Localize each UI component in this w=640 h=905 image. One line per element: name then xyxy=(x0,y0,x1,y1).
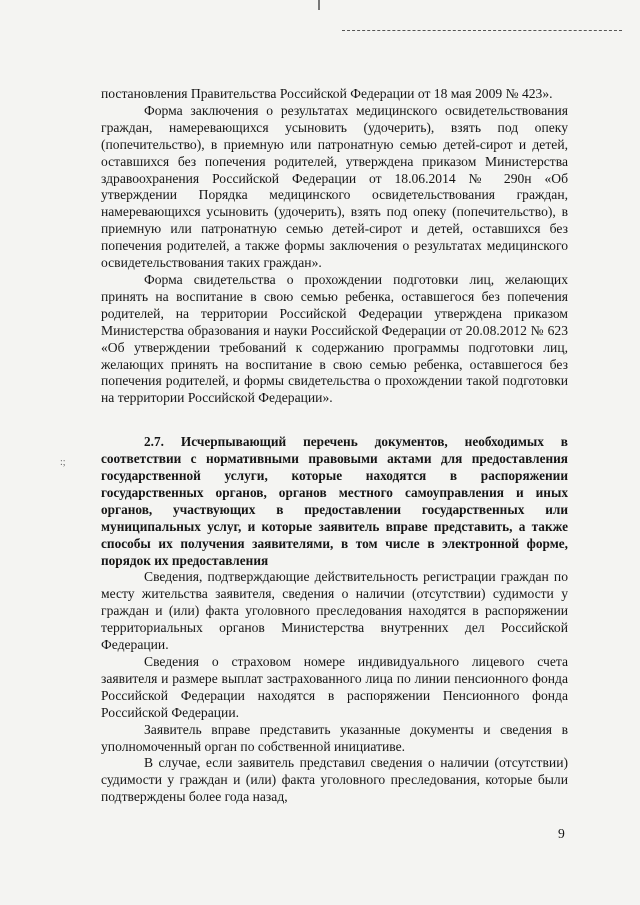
scan-mark-top xyxy=(318,0,320,10)
paragraph-registration-info: Сведения, подтверждающие действительность регистрации граждан по месту жительства заявителя, сведения о наличии (отсутствии) судимости у граждан и (или) факта уголовного преследования находятся в распоряжении территориальных органов Министерства внутренних дел Российской Федерации. xyxy=(101,569,568,653)
scan-side-mark: :; xyxy=(60,457,66,468)
paragraph-criminal-record: В случае, если заявитель представил сведения о наличии (отсутствии) судимости у граждан и (или) факта уголовного преследования, которые были подтверждены более года назад, xyxy=(101,755,568,805)
page-number: 9 xyxy=(558,826,565,841)
paragraph-medical-form: Форма заключения о результатах медицинского освидетельствования граждан, намеревающихся усыновить (удочерить), взять под опеку (попечительство), в приемную или патронатную семью детей-сирот и детей, оставшихся без попечения родителей, утверждена приказом Министерства здравоохранения Российской Федерации от 18.06.2014 № 290н «Об утверждении Порядка медицинского освидетельствования граждан, намеревающихся усыновить (удочерить), взять под опеку (попечительство), в приемную или патронатную семью детей-сирот и детей, оставшихся без попечения родителей, а также формы заключения о результатах медицинского освидетельствования таких граждан». xyxy=(101,102,568,271)
dashed-line xyxy=(342,30,622,31)
paragraph-continuation: постановления Правительства Российской Федерации от 18 мая 2009 № 423». xyxy=(101,86,553,101)
section-heading-2-7: 2.7. Исчерпывающий перечень документов, необходимых в соответствии с нормативными правовыми актами для предоставления государственной услуги, которые находятся в распоряжении государственных органов, органов местного самоуправления и иных органов, участвующих в предоставлении государственных или муниципальных услуг, и которые заявитель вправе представить, а также способы их получения заявителями, в том числе в электронной форме, порядок их предоставления xyxy=(101,434,568,568)
paragraph-training-certificate: Форма свидетельства о прохождении подготовки лиц, желающих принять на воспитание в свою семью ребенка, оставшегося без попечения родителей, на территории Российской Федерации утверждена приказом Министерства образования и науки Российской Федерации от 20.08.2012 № 623 «Об утверждении требований к содержанию программы подготовки лиц, желающих принять на воспитание в свою семью ребенка, оставшегося без попечения родителей, и формы свидетельства о прохождении такой подготовки на территории Российской Федерации». xyxy=(101,271,568,406)
section-gap xyxy=(101,407,568,434)
document-body xyxy=(101,86,568,806)
paragraph-own-initiative: Заявитель вправе представить указанные документы и сведения в уполномоченный орган по собственной инициативе. xyxy=(101,721,568,754)
paragraph-insurance-info: Сведения о страховом номере индивидуального лицевого счета заявителя и размере выплат застрахованного лица по линии пенсионного фонда Российской Федерации находятся в распоряжении Пенсионного фонда Российской Федерации. xyxy=(101,654,568,720)
